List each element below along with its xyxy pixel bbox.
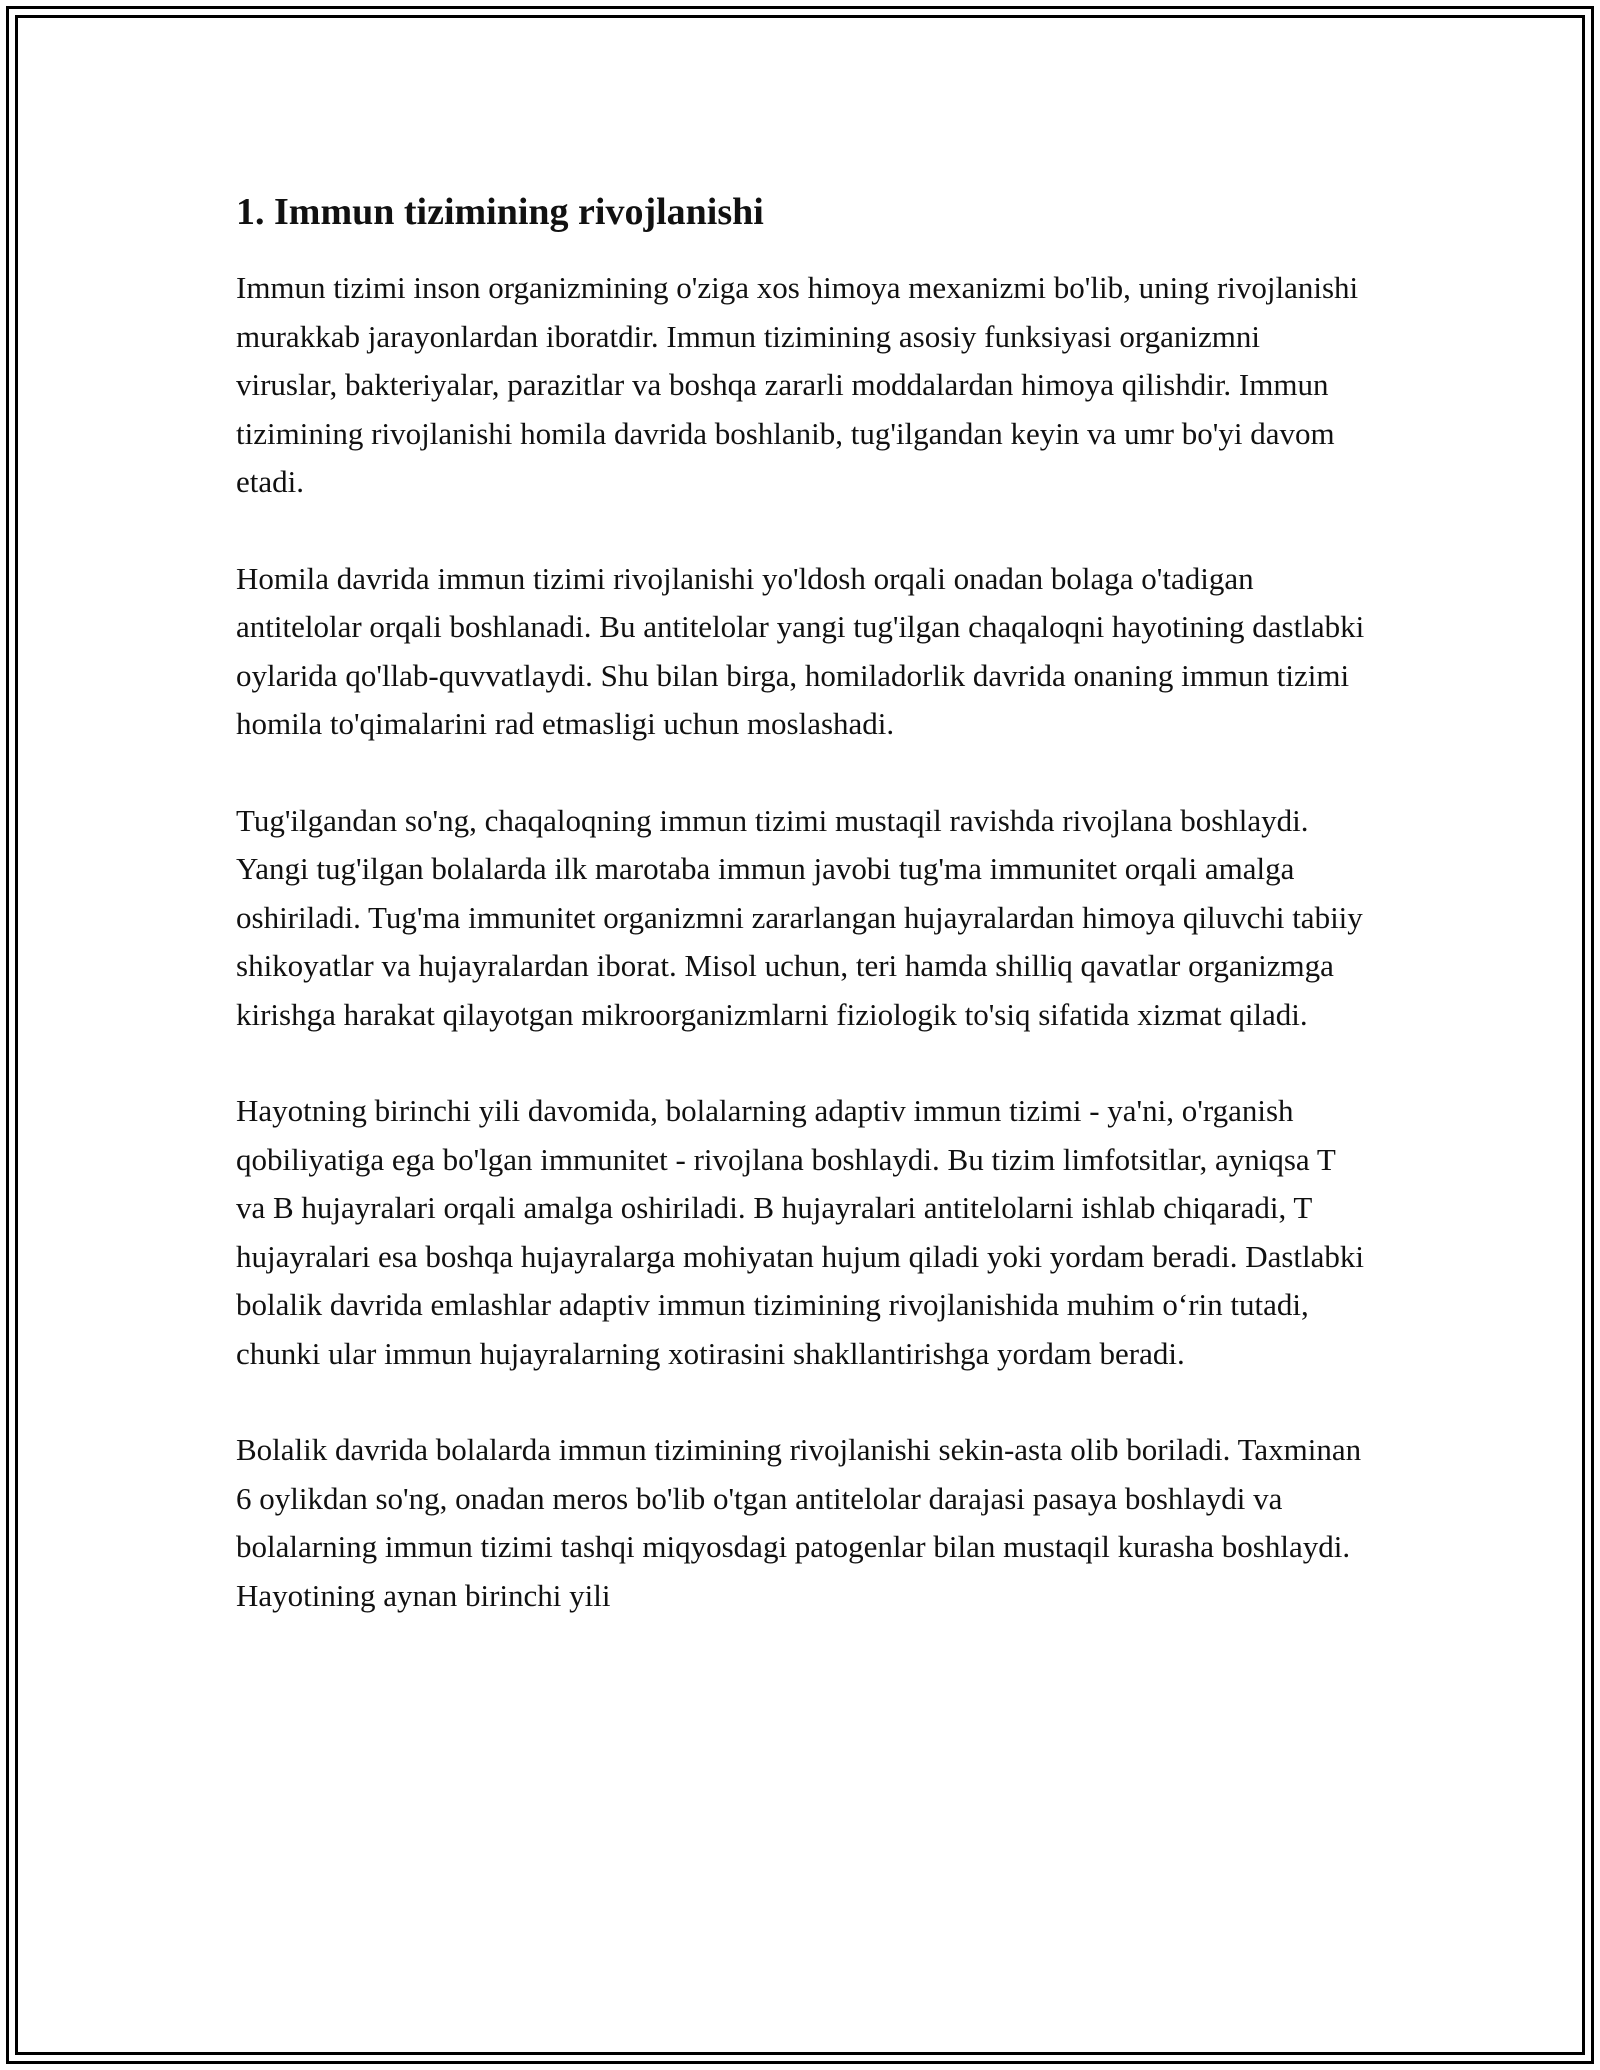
paragraph-3: Tug'ilgandan so'ng, chaqaloqning immun tizimi mustaqil ravishda rivojlana boshlaydi. Yangi tug'ilgan bolalarda ilk marotaba immun javobi tug'ma immunitet orqali amalga oshiriladi. Tug'ma immunitet organizmni zararlangan hujayralardan himoya qiluvchi tabiiy shikoyatlar va hujayralardan iborat. Misol uchun, teri hamda shilliq qavatlar organizmga kirishga harakat qilayotgan mikroorganizmlarni fiziologik to'siq sifatida xizmat qiladi. — [236, 802, 1363, 1032]
paragraph-4: Hayotning birinchi yili davomida, bolalarning adaptiv immun tizimi - ya'ni, o'rganish qobiliyatiga ega bo'lgan immunitet - rivojlana boshlaydi. Bu tizim limfotsitlar, ayniqsa T va B hujayralari orqali amalga oshiriladi. B hujayralari antitelolarni ishlab chiqaradi, T hujayralari esa boshqa hujayralarga mohiyatan hujum qiladi yoki yordam beradi. Dastlabki bolalik davrida emlashlar adaptiv immun tizimining rivojlanishida muhim o‘rin tutadi, chunki ular immun hujayralarning xotirasini shakllantirishga yordam beradi. — [236, 1093, 1365, 1371]
paragraph-1: Immun tizimi inson organizmining o'ziga xos himoya mexanizmi bo'lib, uning rivojlanishi murakkab jarayonlardan iboratdir. Immun tizimining asosiy funksiyasi organizmni viruslar, bakteriyalar, parazitlar va boshqa zararli moddalardan himoya qilishdir. Immun tizimining rivojlanishi homila davrida boshlanib, tug'ilgandan keyin va umr bo'yi davom etadi. — [236, 270, 1359, 499]
document-body — [236, 186, 1366, 1668]
section-heading: 1. Immun tizimining rivojlanishi — [236, 191, 764, 233]
paragraph-5: Bolalik davrida bolalarda immun tizimining rivojlanishi sekin-asta olib boriladi. Taxminan 6 oylikdan so'ng, onadan meros bo'lib o'tgan antitelolar darajasi pasaya boshlaydi va bolalarning immun tizimi tashqi miqyosdagi patogenlar bilan mustaqil kurasha boshlaydi. Hayotining aynan birinchi yili — [236, 1432, 1362, 1613]
paragraph-2: Homila davrida immun tizimi rivojlanishi yo'ldosh orqali onadan bolaga o'tadigan antitelolar orqali boshlanadi. Bu antitelolar yangi tug'ilgan chaqaloqni hayotining dastlabki oylarida qo'llab-quvvatlaydi. Shu bilan birga, homiladorlik davrida onaning immun tizimi homila to'qimalarini rad etmasligi uchun moslashadi. — [236, 560, 1365, 741]
